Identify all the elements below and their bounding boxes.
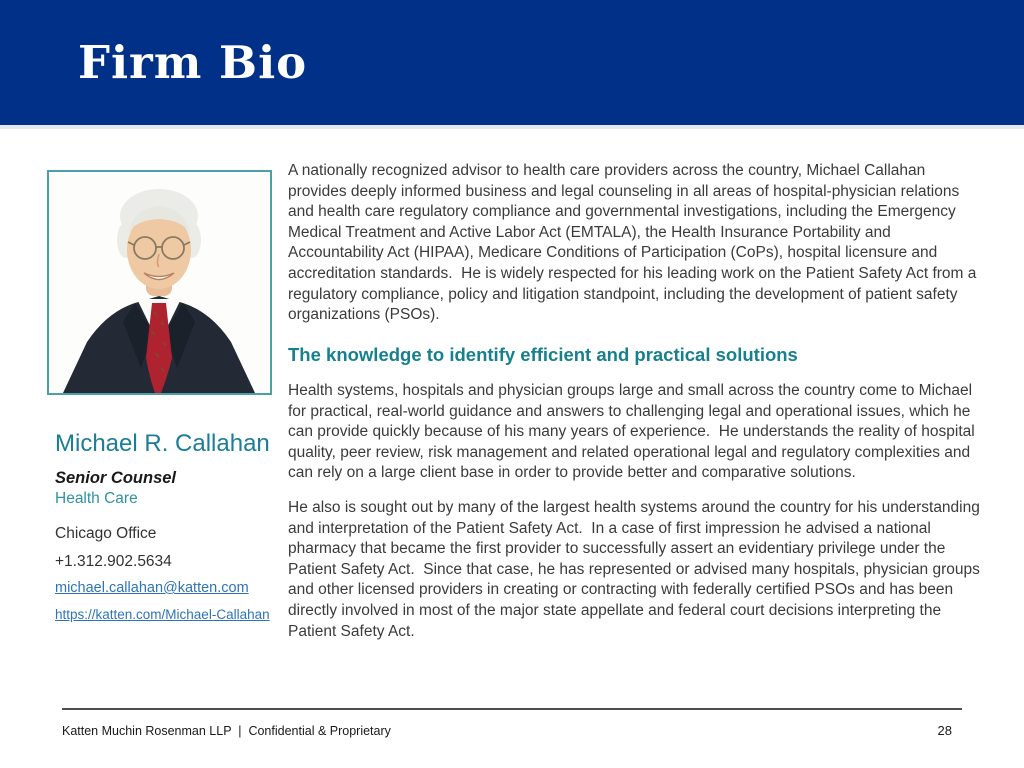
portrait-photo-graphic bbox=[49, 172, 270, 393]
portrait-photo bbox=[47, 170, 272, 395]
bio-paragraph-1: A nationally recognized advisor to health care providers across the country, Michael Callahan provides deeply informed business and legal counseling in all areas of hospital-physician relations and health care regulatory compliance and governmental investigations, including the Emergency Medical Treatment and Active Labor Act (EMTALA), the Health Insurance Portability and Accountability Act (HIPAA), Medicare Conditions of Participation (CoPs), hospital licensure and accreditation standards. He is widely respected for his leading work on the Patient Safety Act from a regulatory compliance, policy and litigation standpoint, including the development of patient safety organizations (PSOs). bbox=[288, 162, 981, 324]
profile-job-title: Senior Counsel bbox=[55, 469, 177, 487]
footer-text: Katten Muchin Rosenman LLP | Confidential & Proprietary bbox=[62, 724, 391, 738]
profile-website-link[interactable]: https://katten.com/Michael-Callahan bbox=[55, 607, 270, 622]
page-title: Firm Bio bbox=[78, 36, 308, 89]
bio-paragraph-2: Health systems, hospitals and physician groups large and small across the country come to Michael for practical, real-world guidance and answers to challenging legal and operational issues, which he can provide quickly because of his many years of experience. He understands the reality of hospital quality, peer review, risk management and related operational legal and regulatory complexities and can rely on a large client base in order to provide better and comparative solutions. bbox=[288, 382, 979, 482]
profile-name: Michael R. Callahan bbox=[55, 430, 270, 457]
footer-divider bbox=[62, 708, 962, 710]
profile-email-link[interactable]: michael.callahan@katten.com bbox=[55, 580, 249, 596]
page-number: 28 bbox=[937, 723, 952, 738]
bio-section-heading: The knowledge to identify efficient and practical solutions bbox=[288, 344, 798, 365]
profile-office: Chicago Office bbox=[55, 525, 157, 542]
header-accent-strip bbox=[0, 125, 1024, 129]
profile-phone: +1.312.902.5634 bbox=[55, 553, 172, 570]
bio-paragraph-3: He also is sought out by many of the largest health systems around the country for his understanding and interpretation of the Patient Safety Act. In a case of first impression he advised a national pharmacy that became the first provider to successfully assert an evidentiary privilege under the Patient Safety Act. Since that case, he has represented or advised many hospitals, physician groups and other licensed providers in creating or contracting with federally certified PSOs and has been directly involved in most of the major state appellate and federal court decisions interpreting the Patient Safety Act. bbox=[288, 499, 985, 640]
profile-practice-area: Health Care bbox=[55, 490, 138, 507]
